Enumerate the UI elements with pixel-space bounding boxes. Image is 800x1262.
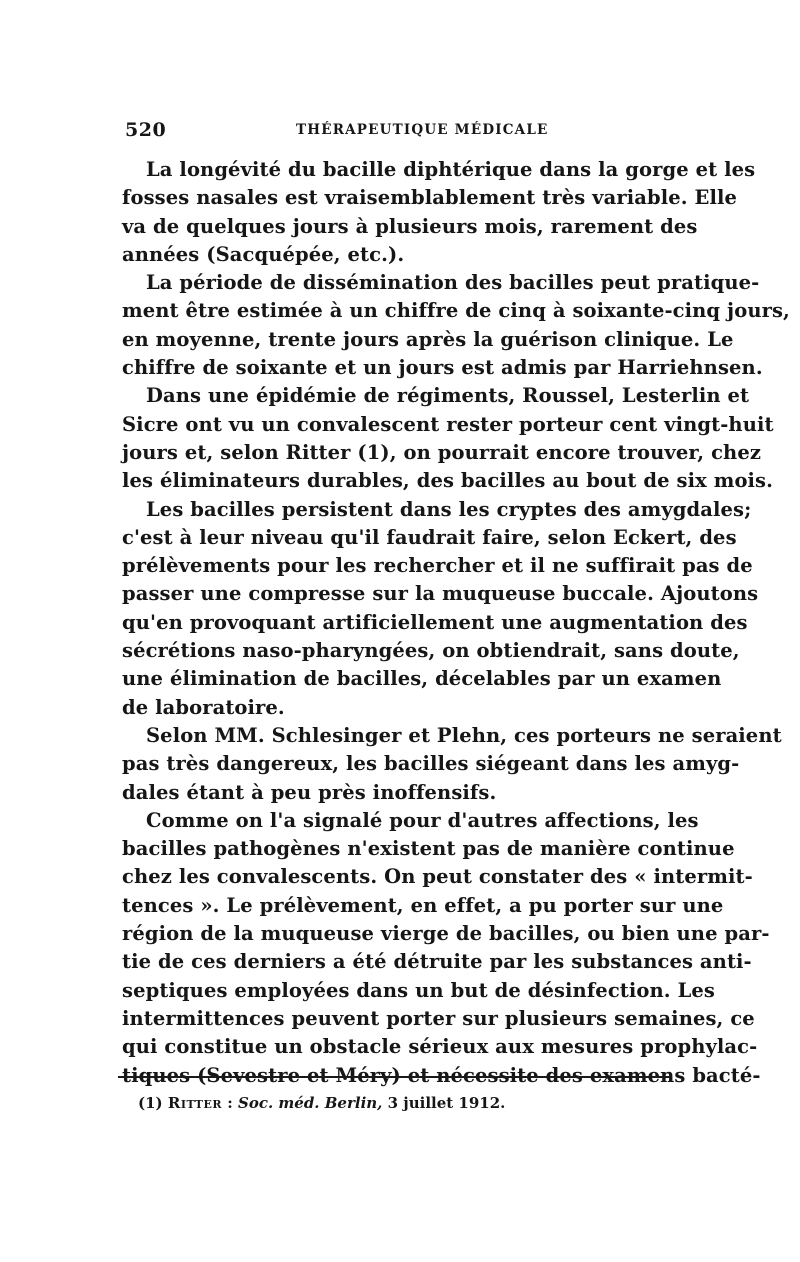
- page-header: [122, 119, 670, 145]
- text-line: Comme on l'a signalé pour d'autres affections, les: [146, 808, 699, 832]
- text-line: intermittences peuvent porter sur plusieurs semaines, ce: [122, 1006, 755, 1030]
- text-line: La longévité du bacille diphtérique dans la gorge et les: [146, 158, 756, 181]
- footnote-divider: [118, 1076, 672, 1078]
- text-line: dales étant à peu près inoffensifs.: [122, 780, 497, 804]
- text-line: Les bacilles persistent dans les cryptes des amygdales;: [146, 497, 752, 521]
- text-line: prélèvements pour les rechercher et il ne suffirait pas de: [122, 554, 753, 578]
- text-line: tie de ces derniers a été détruite par les substances anti-: [122, 950, 752, 974]
- text-line: les éliminateurs durables, des bacilles au bout de six mois.: [122, 469, 774, 493]
- text-line: qui constitue un obstacle sérieux aux mesures prophylac-: [122, 1035, 758, 1059]
- body-text: [122, 156, 790, 1090]
- footnote: [138, 1094, 678, 1112]
- footnote-journal: Soc. méd. Berlin,: [237, 1094, 383, 1112]
- page-number: 520: [125, 119, 167, 141]
- text-line: bacilles pathogènes n'existent pas de manière continue: [122, 837, 735, 861]
- text-line: sécrétions naso-pharyngées, on obtiendrait, sans doute,: [122, 639, 740, 663]
- footnote-separator: :: [222, 1094, 238, 1112]
- text-line: fosses nasales est vraisemblablement très variable. Elle: [122, 186, 737, 210]
- text-line: septiques employées dans un but de désinfection. Les: [122, 978, 715, 1002]
- text-line: va de quelques jours à plusieurs mois, rarement des: [122, 214, 698, 238]
- text-line: tiques (Sevestre et Méry) et nécessite des examens bacté-: [122, 1063, 761, 1087]
- text-line: passer une compresse sur la muqueuse buccale. Ajoutons: [122, 582, 759, 606]
- text-line: La période de dissémination des bacilles peut pratique-: [146, 271, 760, 295]
- text-line: années (Sacquépée, etc.).: [122, 242, 405, 266]
- text-line: chez les convalescents. On peut constater des « intermit-: [122, 865, 753, 889]
- text-line: pas très dangereux, les bacilles siégeant dans les amyg-: [122, 752, 740, 776]
- footnote-date: 3 juillet 1912.: [382, 1094, 506, 1112]
- text-line: ment être estimée à un chiffre de cinq à soixante-cinq jours,: [122, 299, 790, 323]
- text-line: une élimination de bacilles, décelables par un examen: [122, 667, 722, 691]
- text-line: Selon MM. Schlesinger et Plehn, ces porteurs ne seraient: [146, 723, 782, 747]
- text-line: région de la muqueuse vierge de bacilles, ou bien une par-: [122, 922, 770, 946]
- footnote-author: Ritter: [167, 1094, 222, 1112]
- text-line: c'est à leur niveau qu'il faudrait faire, selon Eckert, des: [122, 525, 737, 549]
- text-line: de laboratoire.: [122, 695, 285, 719]
- running-title: THÉRAPEUTIQUE MÉDICALE: [296, 122, 549, 138]
- text-line: en moyenne, trente jours après la guérison clinique. Le: [122, 327, 734, 351]
- text-line: Dans une épidémie de régiments, Roussel, Lesterlin et: [146, 384, 750, 408]
- footnote-number: (1): [138, 1094, 163, 1112]
- text-line: qu'en provoquant artificiellement une augmentation des: [122, 610, 748, 634]
- text-line: tences ». Le prélèvement, en effet, a pu porter sur une: [122, 893, 724, 917]
- text-line: Sicre ont vu un convalescent rester porteur cent vingt-huit: [122, 412, 774, 436]
- text-line: chiffre de soixante et un jours est admis par Harriehnsen.: [122, 356, 763, 380]
- text-line: jours et, selon Ritter (1), on pourrait encore trouver, chez: [122, 440, 762, 464]
